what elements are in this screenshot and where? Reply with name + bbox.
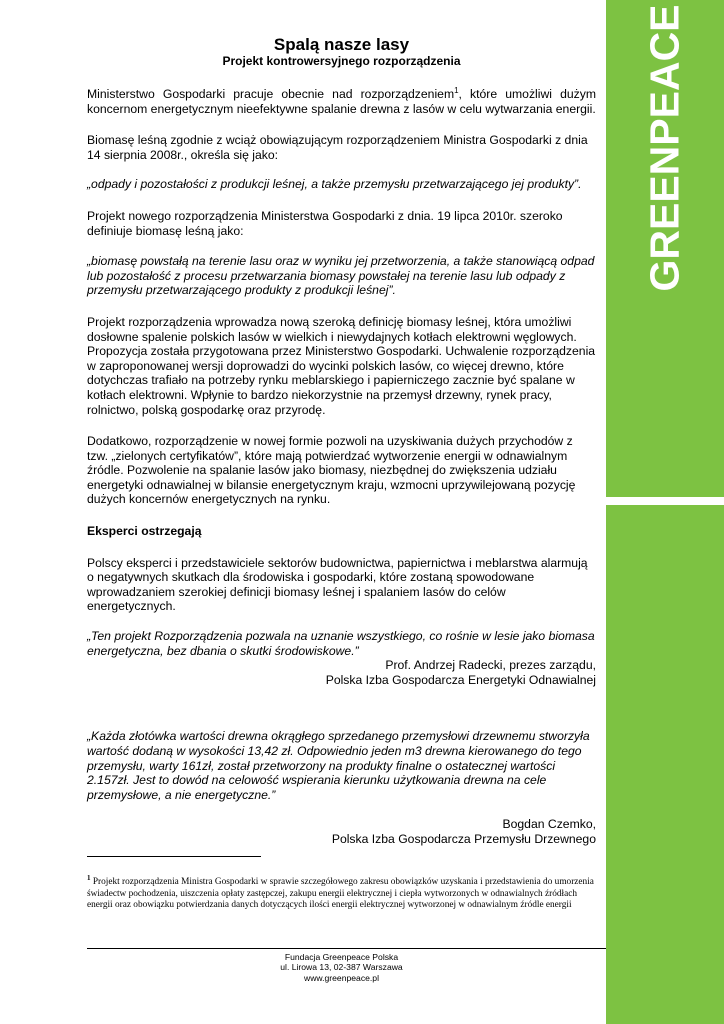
page-subtitle: Projekt kontrowersyjnego rozporządzenia	[222, 54, 461, 68]
sidebar-divider	[606, 497, 724, 505]
quote-new-definition: „biomasę powstałą na terenie lasu oraz w wyniku jej przetworzenia, a także stanowiącą odpad lub pozostałość z procesu przetwarzania biomasy powstałej na terenie lasu lub odpady z przemysłu przetwarzającego produkty z produkcji leśnej”.	[87, 254, 595, 298]
paragraph-intro-text: Ministerstwo Gospodarki pracuje obecnie nad rozporządzeniem	[87, 87, 455, 101]
signature-radecki-name: Prof. Andrzej Radecki, prezes zarządu,	[385, 658, 596, 673]
footer-organization: Fundacja Greenpeace Polska	[284, 952, 399, 962]
section-heading-experts: Eksperci ostrzegają	[87, 524, 202, 539]
document-body	[87, 35, 596, 847]
footnote-separator	[87, 856, 261, 857]
footer-address: ul. Lirowa 13, 02-387 Warszawa	[280, 962, 403, 973]
signature-czemko-org: Polska Izba Gospodarcza Przemysłu Drzewnego	[331, 831, 596, 846]
paragraph-impact: Projekt rozporządzenia wprowadza nową szeroką definicję biomasy leśnej, która umożliwi dosłowne spalenie polskich lasów w wielkich i niewydajnych kotłach elektrowni węglowych. Propozycja została przygotowana przez Ministerstwo Gospodarki. Uchwalenie rozporządzenia w zaproponowanej wersji doprowadzi do wycinki polskich lasów, co więcej drewno, które dotychczas trafiało na potrzeby rynku meblarskiego i papierniczego zacznie być spalane w kotłach elektrowni. Wpłynie to bardzo niekorzystnie na przemysł drzewny, rynek pracy, rolnictwo, polską gospodarkę oraz przyrodę.	[87, 314, 596, 417]
footer-website-link[interactable]: www.greenpeace.pl	[303, 972, 379, 983]
paragraph-intro	[87, 87, 596, 116]
signature-radecki-org: Polska Izba Gospodarcza Energetyki Odnawialnej	[325, 672, 596, 687]
greenpeace-logo: GREENPEACE	[641, 4, 688, 292]
quote-current-definition: „odpady i pozostałości z produkcji leśnej, a także przemysłu przetwarzającego jej produkty”.	[87, 177, 582, 192]
quote-czemko: „Każda złotówka wartości drewna okrągłego sprzedanego przemysłowi drzewnemu stworzyła wartość dodaną w wysokości 13,42 zł. Odpowiednio jeden m3 drewna kierowanego do tego przemysłu, warty 161zł, został przetworzony na produkty finalne o ostatecznej wartości 2.157zł. Jest to dowód na celowość wspierania kierunku użytkowania drewna na cele przemysłowe, a nie energetyczne.”	[87, 729, 590, 802]
paragraph-experts: Polscy eksperci i przedstawiciele sektorów budownictwa, papiernictwa i meblarstwa alarmują o negatywnych skutkach dla środowiska i gospodarki, które zostaną spowodowane wprowadzaniem szerokiej definicji biomasy leśnej i spalaniem lasów do celów energetycznych.	[87, 555, 588, 614]
signature-czemko-name: Bogdan Czemko,	[502, 817, 596, 832]
paragraph-definition-new: Projekt nowego rozporządzenia Ministerstwa Gospodarki z dnia. 19 lipca 2010r. szeroko definiuje biomasę leśną jako:	[87, 208, 563, 238]
paragraph-intro-text-end: , które umożliwi dużym koncernom energetycznym nieefektywne spalanie drewna z lasów w celu wytwarzania energii.	[87, 87, 596, 116]
footer-separator	[87, 948, 606, 949]
footnote-reference[interactable]: 1	[454, 85, 459, 95]
quote-radecki: „Ten projekt Rozporządzenia pozwala na uznanie wszystkiego, co rośnie w lesie jako biomasa energetyczna, bez dbania o skutki środowiskowe.”	[87, 629, 595, 658]
footnote-text: Projekt rozporządzenia Ministra Gospodarki w sprawie szczegółowego zakresu obowiązków uzyskania i przedstawienia do umorzenia świadectw pochodzenia, uiszczenia opłaty zastępczej, zakupu energii elektrycznej i ciepła wytworzonych w odnawialnych źródłach energii oraz obowiązku potwierdzania danych dotyczących ilości energii elektrycznej wytworzonej w odnawialnym źródle energii	[87, 877, 594, 910]
paragraph-definition-current: Biomasę leśną zgodnie z wciąż obowiązującym rozporządzeniem Ministra Gospodarki z dnia 14 sierpnia 2008r., określa się jako:	[87, 133, 588, 162]
paragraph-certificates: Dodatkowo, rozporządzenie w nowej formie pozwoli na uzyskiwania dużych przychodów z tzw. „zielonych certyfikatów”, które mają potwierdzać wytworzenie energii w odnawialnym źródle. Pozwolenie na spalanie lasów jako biomasy, niezbędnej do zwiększenia udziału energetyki odnawialnej w bilansie energetycznym kraju, wzmocni uprzywilejowaną pozycję dużych koncernów energetycznych na rynku.	[87, 434, 576, 507]
page-title: Spalą nasze lasy	[273, 35, 410, 54]
footnote	[87, 873, 596, 912]
footnote-number: 1	[87, 873, 91, 882]
page-footer	[87, 952, 596, 983]
